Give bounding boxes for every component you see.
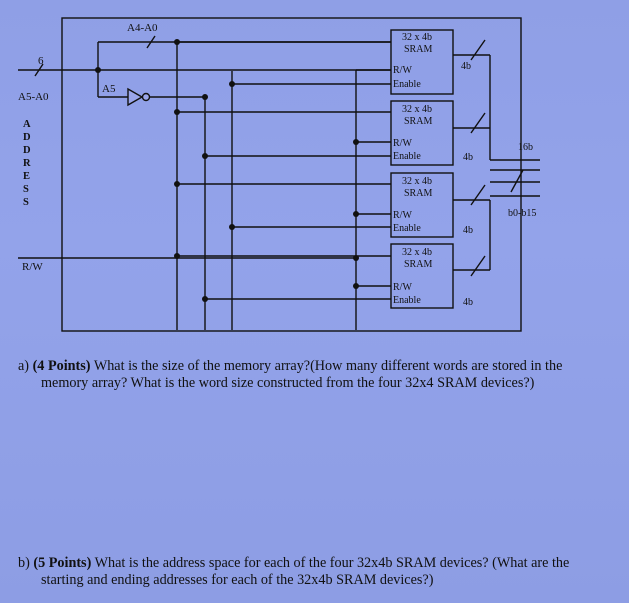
question-b-line2: starting and ending addresses for each of the 32x4b SRAM devices?) bbox=[41, 572, 434, 588]
sram1-title1: 32 x 4b bbox=[402, 32, 432, 43]
bus-addr-label: A4-A0 bbox=[127, 22, 158, 34]
a5-label: A5 bbox=[102, 83, 116, 95]
address-vertical-6: S bbox=[23, 197, 29, 208]
sram3-rw: R/W bbox=[393, 210, 412, 221]
address-vertical-0: A bbox=[23, 119, 31, 130]
sram3-enable: Enable bbox=[393, 223, 421, 234]
sram3-width: 4b bbox=[463, 225, 473, 236]
output-bus-label: b0-b15 bbox=[508, 208, 537, 219]
question-a bbox=[18, 358, 618, 392]
question-b-points: (5 Points) bbox=[33, 555, 92, 571]
sram4-enable: Enable bbox=[393, 295, 421, 306]
sram2-width: 4b bbox=[463, 152, 473, 163]
rw-label: R/W bbox=[22, 261, 43, 273]
sram1-width: 4b bbox=[461, 61, 471, 72]
question-a-label: a) bbox=[18, 358, 30, 374]
sram4-title1: 32 x 4b bbox=[402, 247, 432, 258]
sram4-rw: R/W bbox=[393, 282, 412, 293]
address-vertical-4: E bbox=[23, 171, 31, 182]
sram1-title2: SRAM bbox=[404, 44, 433, 55]
output-width-label: 16b bbox=[518, 142, 533, 153]
question-b-line1: What is the address space for each of the four 32x4b SRAM devices? (What are the bbox=[94, 555, 570, 571]
question-a-line1: What is the size of the memory array?(How many different words are stored in the bbox=[93, 358, 563, 374]
address-vertical-2: D bbox=[23, 145, 31, 156]
sram3-title1: 32 x 4b bbox=[402, 176, 432, 187]
sram2-rw: R/W bbox=[393, 138, 412, 149]
sram4-width: 4b bbox=[463, 297, 473, 308]
sram1-enable: Enable bbox=[393, 79, 421, 90]
address-vertical-3: R bbox=[23, 158, 31, 169]
sram2-title2: SRAM bbox=[404, 116, 433, 127]
question-a-points: (4 Points) bbox=[32, 358, 91, 374]
address-label: A5-A0 bbox=[18, 91, 49, 103]
sram4-title2: SRAM bbox=[404, 259, 433, 270]
sram1-rw: R/W bbox=[393, 65, 412, 76]
sram2-title1: 32 x 4b bbox=[402, 104, 432, 115]
sram3-title2: SRAM bbox=[404, 188, 433, 199]
question-a-line2: memory array? What is the word size constructed from the four 32x4 SRAM devices?) bbox=[41, 375, 535, 391]
address-vertical-5: S bbox=[23, 184, 29, 195]
bit-count-label: 6 bbox=[38, 55, 44, 67]
circuit-frame bbox=[62, 18, 521, 331]
sram2-enable: Enable bbox=[393, 151, 421, 162]
address-vertical-1: D bbox=[23, 132, 31, 143]
question-b bbox=[18, 555, 623, 589]
question-b-label: b) bbox=[18, 555, 30, 571]
